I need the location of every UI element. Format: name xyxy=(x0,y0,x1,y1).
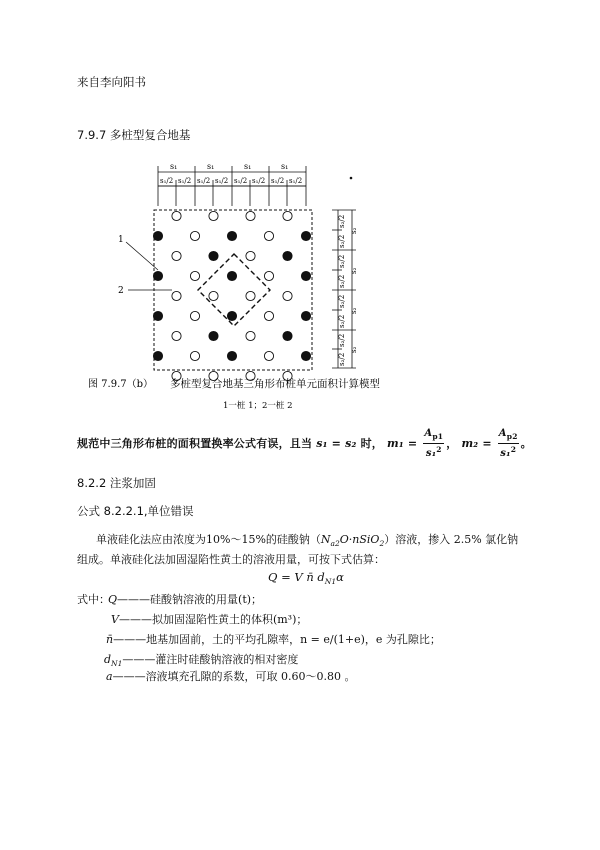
stray-dot xyxy=(350,177,353,180)
formula-main: Q = V n̄ d xyxy=(268,570,325,584)
def-a-symbol: a xyxy=(106,670,113,683)
dim-half-3: s₁/2 xyxy=(197,177,211,185)
def-n-symbol: n̄ xyxy=(106,633,114,646)
pile-2-marker xyxy=(190,351,199,360)
pile-2-marker xyxy=(190,231,199,240)
pile-1-marker xyxy=(227,271,236,280)
pile-2-marker xyxy=(172,211,181,220)
dim-s2h-1: s₂/2 xyxy=(338,214,346,228)
dim-s1-4: s₁ xyxy=(281,162,289,171)
pile-1-marker xyxy=(283,251,292,260)
pile-1-marker xyxy=(227,351,236,360)
def-q xyxy=(108,591,262,607)
m1-den: s₁ xyxy=(425,448,437,459)
dim-s1-3: s₁ xyxy=(244,162,252,171)
pile-1-marker xyxy=(209,251,218,260)
dim-s2-3: s₂ xyxy=(350,307,358,314)
pile-1-marker xyxy=(301,271,310,280)
pile-1-marker xyxy=(153,311,162,320)
m2-den-sup: 2 xyxy=(510,445,517,454)
pile-2-marker xyxy=(172,331,181,340)
pile-2-marker xyxy=(264,311,273,320)
pile-2-marker xyxy=(246,211,255,220)
chem-n: N xyxy=(320,533,331,546)
note-mid: 时， xyxy=(356,437,383,450)
note-sep: ， xyxy=(446,437,458,450)
dim-half-labels xyxy=(160,177,302,185)
dim-s2h-6: s₂/2 xyxy=(338,314,346,328)
pile-1-marker xyxy=(301,311,310,320)
def-a-text: 溶液填充孔隙的系数，可取 0.60～0.80 。 xyxy=(145,670,356,683)
pile-1-marker xyxy=(153,231,162,240)
def-n xyxy=(106,631,441,647)
def-d-sub: N1 xyxy=(111,659,123,668)
def-a xyxy=(106,668,356,684)
def-d xyxy=(104,651,298,668)
def-d-dash: ——— xyxy=(122,653,156,666)
m1-symbol: m₁ = xyxy=(387,437,418,450)
figure-caption-number: 图 7.9.7（b） xyxy=(88,379,154,390)
m2-num-sub: p2 xyxy=(506,432,518,441)
area-ratio-note xyxy=(77,428,532,460)
pile-2-marker xyxy=(172,291,181,300)
pile-1-marker xyxy=(153,271,162,280)
def-v-symbol: V xyxy=(111,613,119,626)
pile-2-marker xyxy=(246,291,255,300)
formula-sub: N1 xyxy=(324,577,337,586)
figure-caption-title: 多桩型复合地基三角形布桩单元面积计算模型 xyxy=(170,378,380,390)
m2-fraction xyxy=(498,428,519,460)
pile-1-marker xyxy=(209,331,218,340)
m1-num: A xyxy=(424,428,433,439)
def-q-symbol: Q xyxy=(108,593,118,606)
pile-1-marker xyxy=(301,351,310,360)
def-d-symbol: d xyxy=(104,653,112,666)
para-line-2: 组成。单液硅化法加固湿陷性黄土的溶液用量，可按下式估算： xyxy=(77,553,385,566)
pile-2-marker xyxy=(283,211,292,220)
pile-2-marker xyxy=(172,251,181,260)
dim-s1-2: s₁ xyxy=(207,162,215,171)
def-v xyxy=(111,611,307,627)
def-v-text: 拟加固湿陷性黄土的体积(m³)； xyxy=(151,613,308,626)
def-n-text: 地基加固前，土的平均孔隙率，n = e/(1+e)，e 为孔隙比； xyxy=(146,633,441,646)
figure-legend: 1一桩 1；2一桩 2 xyxy=(223,401,293,411)
where-label: 式中： xyxy=(77,593,110,606)
pile-2-marker xyxy=(246,251,255,260)
chem-rest: O·nSiO xyxy=(339,533,380,546)
para-line-1 xyxy=(96,531,518,548)
dim-half-7: s₁/2 xyxy=(271,177,285,185)
para-1-end: ）溶液，掺入 2.5% 氯化钠 xyxy=(384,533,519,546)
grouting-formula xyxy=(268,570,344,586)
pile-2-marker xyxy=(264,351,273,360)
dim-s2h-8: s₂/2 xyxy=(338,352,346,366)
pile-2-marker xyxy=(209,211,218,220)
formula-end: α xyxy=(336,570,344,584)
dim-s2h-2: s₂/2 xyxy=(338,234,346,248)
dim-s2-1: s₂ xyxy=(350,227,358,234)
dim-s2-4: s₂ xyxy=(350,346,358,353)
def-q-dash: ——— xyxy=(117,593,151,606)
pile-layout-figure xyxy=(88,150,490,420)
m2-num: A xyxy=(498,428,507,439)
source-note: 来自李向阳书 xyxy=(77,75,146,89)
m1-den-sup: 2 xyxy=(436,445,442,454)
section-heading-797: 7.9.7 多桩型复合地基 xyxy=(77,128,191,142)
dim-s2h-3: s₂/2 xyxy=(338,254,346,268)
note-end: 。 xyxy=(520,437,532,450)
pile-2-marker xyxy=(246,331,255,340)
pile-2-marker xyxy=(283,291,292,300)
chem-rest-sub: 2 xyxy=(379,539,385,548)
dim-half-4: s₁/2 xyxy=(215,177,229,185)
def-q-text: 硅酸钠溶液的用量(t)； xyxy=(150,593,263,606)
dim-half-6: s₁/2 xyxy=(252,177,266,185)
pile-grid xyxy=(153,211,310,380)
chem-n-sub: a2 xyxy=(330,539,340,548)
dim-s2h-7: s₂/2 xyxy=(338,333,346,347)
para-1-start: 单液硅化法应由浓度为10%～15%的硅酸钠（ xyxy=(96,533,321,546)
pile-1-marker xyxy=(301,231,310,240)
m1-num-sub: p1 xyxy=(432,432,444,441)
dim-half-2: s₁/2 xyxy=(178,177,192,185)
def-a-dash: ——— xyxy=(112,670,146,683)
dim-half-1: s₁/2 xyxy=(160,177,174,185)
dim-s2-2: s₂ xyxy=(350,267,358,274)
pile-2-marker xyxy=(209,291,218,300)
note-lead: 规范中三角形布桩的面积置换率公式有误，且当 xyxy=(77,437,317,450)
formula-reference: 公式 8.2.2.1,单位错误 xyxy=(77,504,194,518)
dim-s1-1: s₁ xyxy=(170,162,178,171)
dim-half-5: s₁/2 xyxy=(234,177,248,185)
note-condition: s₁ = s₂ xyxy=(316,437,357,450)
def-d-text: 灌注时硅酸钠溶液的相对密度 xyxy=(155,653,299,666)
m2-symbol: m₂ = xyxy=(461,437,492,450)
pile-1-marker xyxy=(153,351,162,360)
dim-s2h-4: s₂/2 xyxy=(338,274,346,288)
pile-2-marker xyxy=(190,311,199,320)
m1-fraction xyxy=(423,428,444,460)
pile-1-marker xyxy=(283,331,292,340)
pile-2-marker xyxy=(264,271,273,280)
pile-2-marker xyxy=(190,271,199,280)
m2-den: s₁ xyxy=(500,448,511,459)
pile-1-marker xyxy=(227,311,236,320)
callout-1-label: 1 xyxy=(118,235,124,245)
top-dimension-lines xyxy=(158,166,306,206)
callout-2-label: 2 xyxy=(118,286,124,296)
callout-1-leader xyxy=(126,242,158,270)
def-v-dash: ——— xyxy=(118,613,152,626)
section-heading-822: 8.2.2 注浆加固 xyxy=(77,476,156,490)
def-n-dash: ——— xyxy=(113,633,147,646)
dim-half-8: s₁/2 xyxy=(289,177,303,185)
pile-1-marker xyxy=(227,231,236,240)
pile-2-marker xyxy=(264,231,273,240)
dim-s2h-5: s₂/2 xyxy=(338,294,346,308)
